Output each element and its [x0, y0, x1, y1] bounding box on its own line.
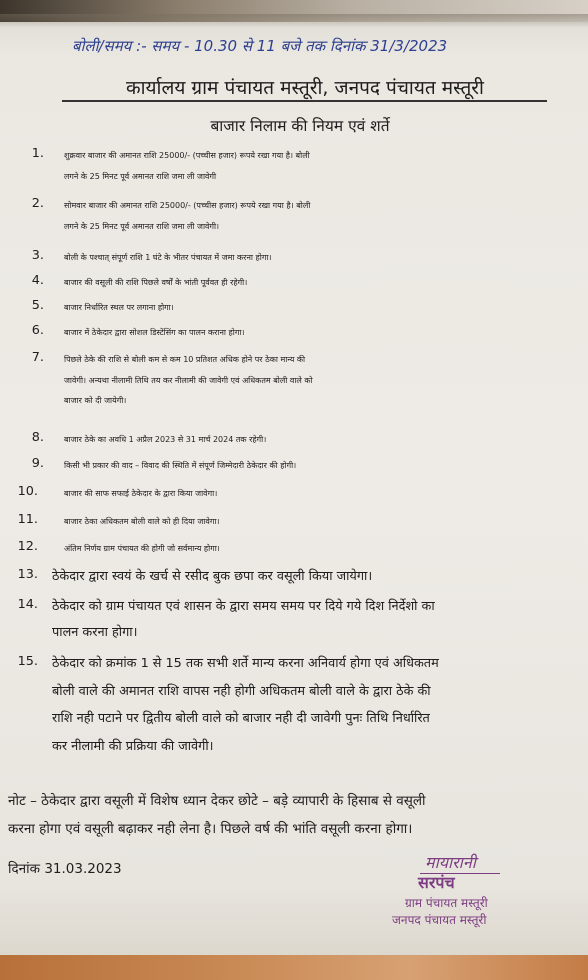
- rule-text-line: पालन करना होगा।: [52, 625, 138, 640]
- rule-number: 12.: [17, 539, 38, 554]
- rule-text-line: ठेकेदार को क्रमांक 1 से 15 तक सभी शर्ते मान्य करना अनिवार्य होगा एवं अधिकतम: [52, 656, 439, 671]
- rule-number: 5.: [31, 298, 44, 313]
- rule-text-line: राशि नही पटाने पर द्वितीय बोली वाले को बाजार नही दी जावेगी पुनः तिथि निर्धारित: [52, 711, 430, 726]
- rule-number: 10.: [17, 484, 38, 499]
- signature-handwritten: मायारानी: [425, 853, 476, 872]
- rule-text-line: बोली के पश्चात् संपूर्ण राशि 1 घंटे के भीतर पंचायत में जमा करना होगा।: [64, 253, 272, 262]
- rule-text-line: बाजार को दी जायेगी।: [64, 396, 127, 405]
- handwritten-auction-time: बोली/समय :- समय - 10.30 से 11 बजे तक दिनांक 31/3/2023: [72, 37, 448, 55]
- paper-edge-shadow: [0, 14, 588, 28]
- rule-text-line: बोली वाले की अमानत राशि वापस नही होगी अधिकतम बोली वाले के द्वारा ठेके की: [52, 683, 431, 699]
- rule-text-line: शुक्रवार बाजार की अमानत राशि 25000/- (पच्चीस हजार) रूपये रखा गया है। बोली: [64, 151, 310, 160]
- rule-text-line: पिछले ठेके की राशि से बोली कम से कम 10 प्रतिशत अधिक होने पर ठेका मान्य की: [64, 355, 306, 364]
- rule-text-line: ठेकेदार को ग्राम पंचायत एवं शासन के द्वारा समय समय पर दिये गये दिश निर्देशो का: [52, 599, 435, 614]
- stamp-janpad-panchayat: जनपद पंचायत मस्तूरी: [392, 913, 487, 927]
- document-subtitle: बाजार निलाम की नियम एवं शर्ते: [210, 117, 390, 135]
- rule-number: 4.: [31, 273, 44, 288]
- note-line-1: नोट – ठेकेदार द्वारा वसूली में विशेष ध्यान देकर छोटे – बड़े व्यापारी के हिसाब से वसूली: [8, 793, 426, 809]
- rule-text-line: लगने के 25 मिनट पूर्व अमानत राशि जमा ली जावेगी।: [64, 221, 220, 231]
- rule-number: 1.: [31, 146, 44, 161]
- rule-text-line: जावेगी। अन्यथा नीलामी तिथि तय कर नीलामी की जावेगी एवं अधिकतम बोली वाले को: [64, 375, 313, 385]
- rule-text-line: बाजार ठेके का अवधि 1 अप्रैल 2023 से 31 मार्च 2024 तक रहेगी।: [64, 435, 267, 444]
- sarpanch-stamp-title: सरपंच: [418, 873, 455, 892]
- rule-text-line: लगने के 25 मिनट पूर्व अमानत राशि जमा ली जावेगी: [64, 171, 217, 181]
- rule-text-line: ठेकेदार द्वारा स्वयं के खर्च से रसीद बुक छपा कर वसूली किया जायेगा।: [52, 569, 373, 584]
- rule-text-line: बाजार में ठेकेदार द्वारा सोशल डिस्टेंसिंग का पालन कराना होगा।: [64, 328, 245, 337]
- office-title: कार्यालय ग्राम पंचायत मस्तूरी, जनपद पंचायत मस्तूरी: [126, 77, 484, 99]
- rule-text-line: सोमवार बाजार की अमानत राशि 25000/- (पच्चीस हजार) रूपये रखा गया है। बोली: [64, 201, 311, 210]
- title-underline: [62, 100, 547, 102]
- rule-text-line: किसी भी प्रकार की वाद – विवाद की स्थिति में संपूर्ण जिम्मेदारी ठेकेदार की होगी।: [64, 461, 297, 470]
- rule-number: 3.: [31, 248, 44, 263]
- rule-text-line: बाजार निर्धारित स्थल पर लगाना होगा।: [64, 303, 174, 312]
- date-line: दिनांक 31.03.2023: [8, 861, 122, 877]
- rule-number: 9.: [31, 456, 44, 471]
- rule-number: 15.: [17, 654, 38, 669]
- stamp-gram-panchayat: ग्राम पंचायत मस्तूरी: [405, 896, 488, 910]
- rule-number: 11.: [17, 512, 38, 527]
- note-line-2: करना होगा एवं वसूली बढ़ाकर नही लेना है। पिछले वर्ष की भांति वसूली करना होगा।: [8, 821, 413, 837]
- rule-text-line: बाजार ठेका अधिकतम बोली वाले को ही दिया जावेगा।: [64, 517, 220, 526]
- rule-text-line: अंतिम निर्णय ग्राम पंचायत की होगी जो सर्वमान्य होगा।: [64, 544, 220, 553]
- rule-text-line: बाजार की वसूली की राशि पिछले वर्षों के भांती पूर्ववत ही रहेगी।: [64, 278, 248, 287]
- rule-text-line: कर नीलामी की प्रक्रिया की जावेगी।: [52, 738, 214, 754]
- rule-number: 2.: [31, 196, 44, 211]
- rule-number: 7.: [31, 350, 44, 365]
- rule-number: 8.: [31, 430, 44, 445]
- rule-text-line: बाजार की साफ सफाई ठेकेदार के द्वारा किया जावेगा।: [64, 489, 218, 498]
- rule-number: 13.: [17, 567, 38, 582]
- photo-background-bottom: [0, 955, 588, 980]
- rule-number: 6.: [31, 323, 44, 338]
- rule-number: 14.: [17, 597, 38, 612]
